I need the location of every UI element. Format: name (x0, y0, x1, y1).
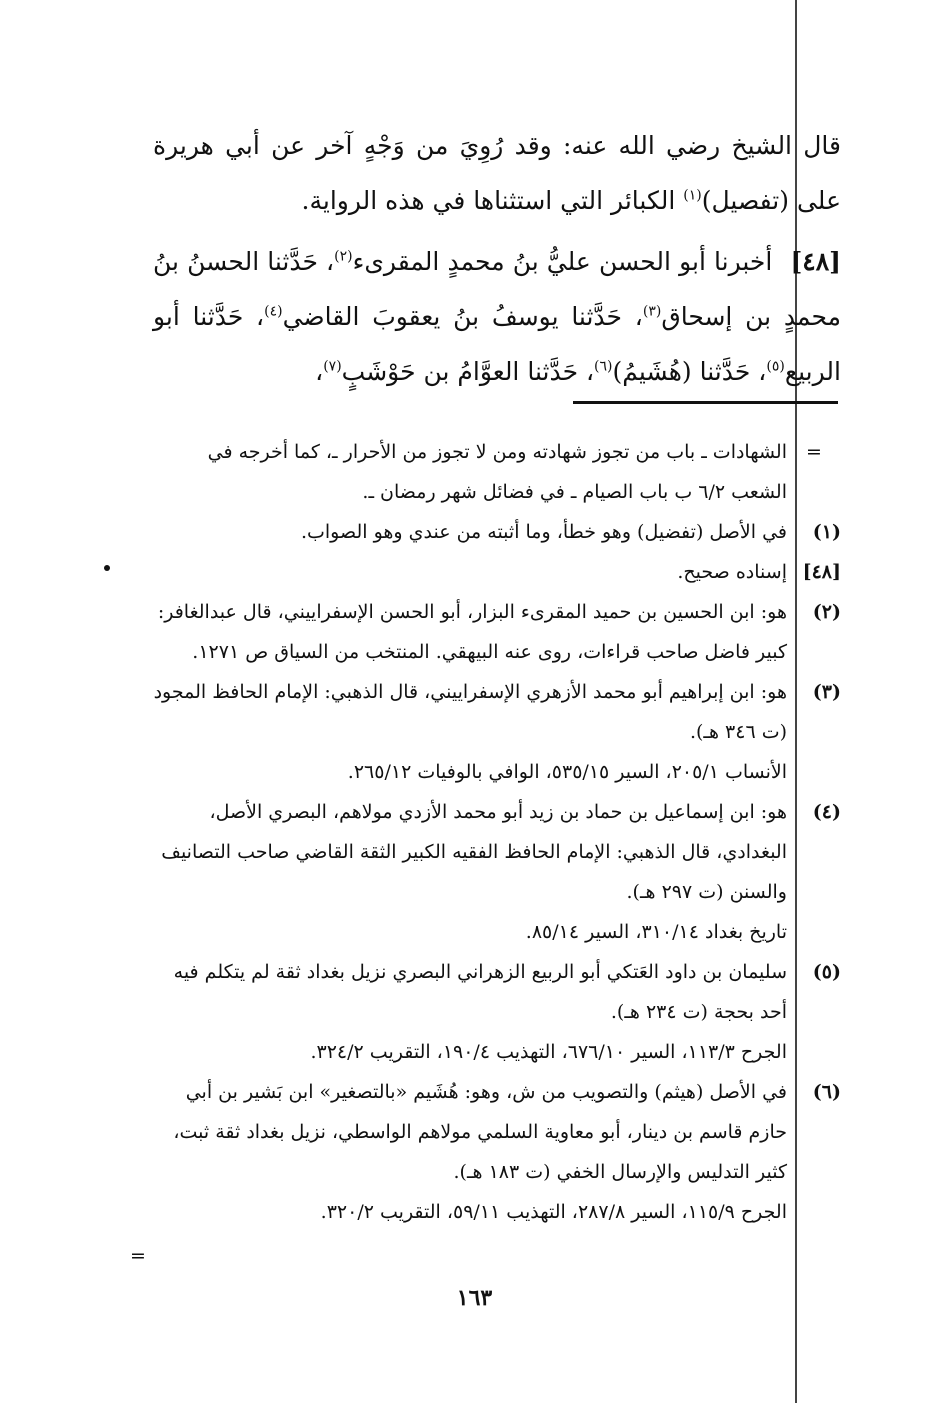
footnote-text: في الأصل (تفضيل) وهو خطأ، وما أثبته من عندي وهو الصواب. (300, 521, 787, 543)
continuation-mark: = (130, 1245, 146, 1267)
footnotes (153, 432, 841, 1232)
footnote-6 (153, 1072, 841, 1232)
footnote-sources: الجرح ١١٣/٣، السير ٦٧٦/١٠، التهذيب ١٩٠/٤، التقريب ٣٢٤/٢. (310, 1041, 787, 1063)
footnote-48 (153, 552, 841, 592)
isnad-part: ، حَدَّثنا الحسنُ بنُ محمدٍ بن إسحاق (153, 247, 841, 331)
footnote-sources: الأنساب ٢٠٥/١، السير ٥٣٥/١٥، الوافي بالوفيات ٢٦٥/١٢. (347, 761, 787, 783)
footnote-ref-4: (٤) (264, 303, 283, 320)
isnad-part: أخبرنا أبو الحسن عليُّ بنُ محمدٍ المقرىء (352, 247, 773, 276)
footnote-text: إسناده صحيح. (677, 561, 787, 583)
footnote-sources: تاريخ بغداد ٣١٠/١٤، السير ٨٥/١٤. (525, 921, 787, 943)
isnad-part: ، حَدَّثنا (هُشَيمُ) (612, 357, 767, 386)
footnote-text: هو: ابن إبراهيم أبو محمد الأزهري الإسفراييني، قال الذهبي: الإمام الحافظ المجود (ت ٣٤٦ هـ). (153, 681, 787, 743)
main-text (153, 118, 841, 399)
footnote-continuation (153, 432, 841, 512)
intro-paragraph (153, 118, 841, 228)
footnote-1 (153, 512, 841, 552)
footnote-separator (573, 401, 838, 404)
footnote-number: (١) (812, 521, 841, 543)
para1-text-end: الكبائر التي استثناها في هذه الرواية. (301, 186, 684, 215)
isnad-part: ، حَدَّثنا يوسفُ بنُ يعقوبَ القاضي (282, 302, 643, 331)
footnote-number: (٢) (812, 601, 841, 623)
footnote-ref-6: (٦) (594, 358, 613, 375)
hadith-number: [٤٨] (790, 247, 841, 276)
footnote-ref-7: (٧) (323, 358, 342, 375)
footnote-number: [٤٨] (802, 561, 841, 583)
footnote-text: هو: ابن الحسين بن حميد المقرىء البزار، أبو الحسن الإسفراييني، قال عبدالغافر: كبير فاضل صاحب قراءات، روى عنه البيهقي. المنتخب من السياق ص ١٢٧١. (157, 601, 787, 663)
footnote-2 (153, 592, 841, 672)
stray-dot (104, 565, 110, 571)
footnote-text: في الأصل (هيثم) والتصويب من ش، وهو: هُشَيم «بالتصغير» ابن بَشير بن أبي حازم قاسم بن دينار، أبو معاوية السلمي مولاهم الواسطي، نزيل بغداد ثقة ثبت، كثير التدليس والإرسال الخفي (ت ١٨٣ هـ). (173, 1081, 787, 1183)
footnote-number: (٥) (812, 961, 841, 983)
footnote-text: الشهادات ـ باب من تجوز شهادته ومن لا تجوز من الأحرار ـ، كما أخرجه في الشعب ٦/٢ ب باب الصيام ـ في فضائل شهر رمضان ـ. (207, 441, 787, 503)
footnote-4 (153, 792, 841, 952)
footnote-number: (٤) (812, 801, 841, 823)
para1-text: قال الشيخ رضي الله عنه: وقد رُوِيَ من وَجْهٍ آخر عن أبي هريرة على (تفصيل) (153, 131, 841, 215)
isnad-part: ، حَدَّثنا العوَّامُ بن حَوْشَبٍ (341, 357, 595, 386)
footnote-number: = (806, 441, 822, 463)
footnote-text: هو: ابن إسماعيل بن حماد بن زيد أبو محمد الأزدي مولاهم، البصري الأصل، البغدادي، قال الذهبي: الإمام الحافظ الفقيه الكبير الثقة القاضي صاحب التصانيف والسنن (ت ٢٩٧ هـ). (161, 801, 787, 903)
footnote-text: سليمان بن داود العَتكي أبو الربيع الزهراني البصري نزيل بغداد ثقة لم يتكلم فيه أحد بحجة (ت ٢٣٤ هـ). (173, 961, 787, 1023)
footnote-5 (153, 952, 841, 1072)
footnote-ref-1: (١) (683, 187, 702, 204)
footnote-number: (٣) (812, 681, 841, 703)
hadith-48-paragraph (153, 234, 841, 399)
footnote-number: (٦) (812, 1081, 841, 1103)
footnote-ref-3: (٣) (642, 303, 662, 320)
footnote-ref-2: (٢) (334, 248, 353, 265)
isnad-end: ، (315, 357, 324, 386)
page-number: ١٦٣ (456, 1285, 493, 1311)
footnote-ref-5: (٥) (766, 358, 785, 375)
footnote-3 (153, 672, 841, 792)
footnote-sources: الجرح ١١٥/٩، السير ٢٨٧/٨، التهذيب ٥٩/١١، التقريب ٣٢٠/٢. (320, 1201, 787, 1223)
isnad-part: ، حَدَّثنا أبو الربيع (153, 302, 841, 386)
